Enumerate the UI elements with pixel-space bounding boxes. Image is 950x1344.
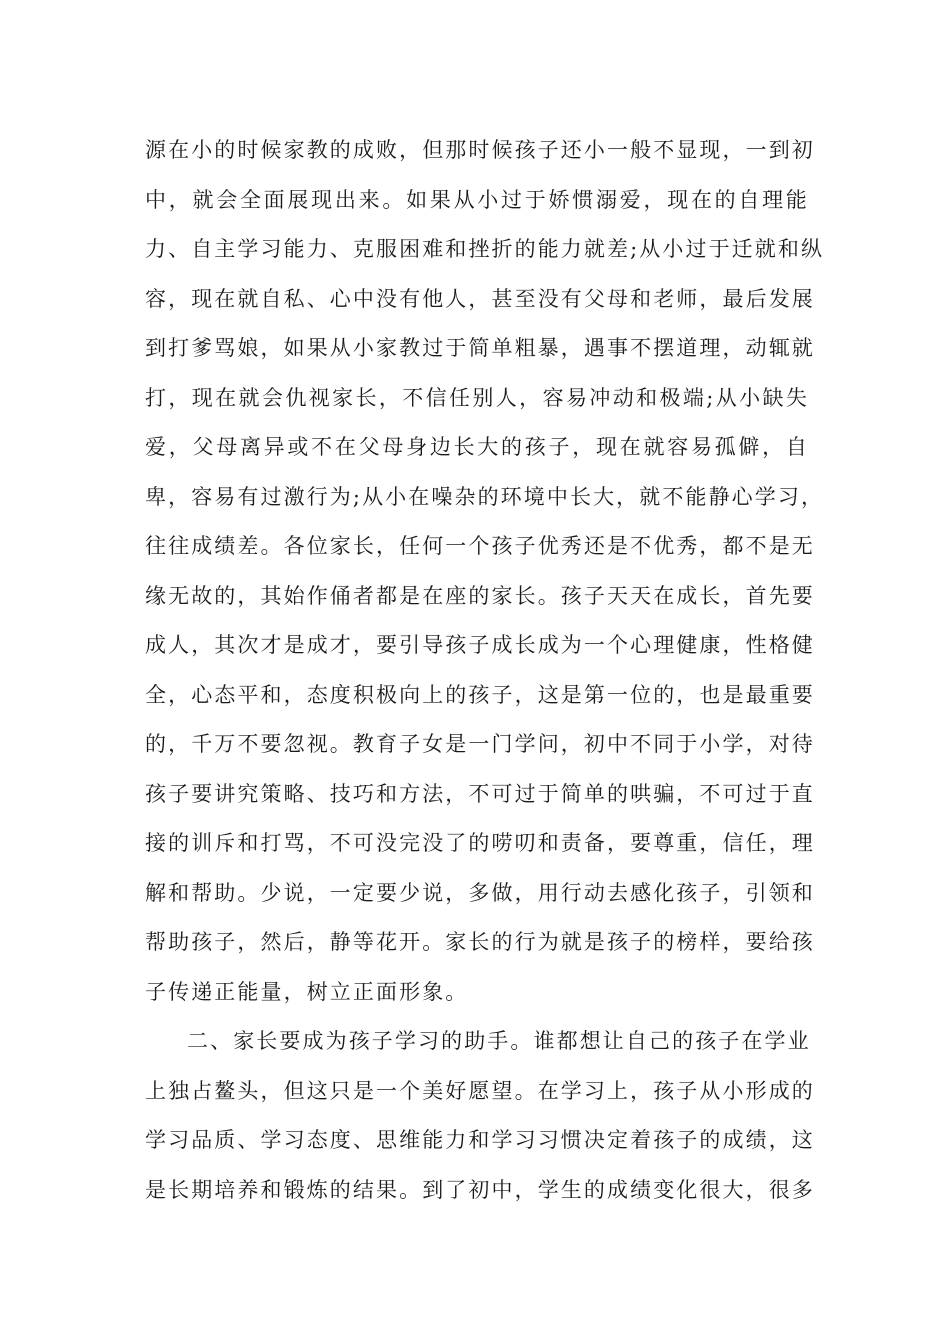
text-line: 打，现在就会仇视家长，不信任别人，容易冲动和极端;从小缺失 xyxy=(145,385,809,410)
text-line: 的，千万不要忽视。教育子女是一门学问，初中不同于小学，对待 xyxy=(145,732,815,756)
text-line: 接的训斥和打骂，不可没完没了的唠叨和责备，要尊重，信任，理 xyxy=(145,831,815,855)
text-line: 往往成绩差。各位家长，任何一个孩子优秀还是不优秀，都不是无 xyxy=(145,534,815,558)
text-line: 缘无故的，其始作俑者都是在座的家长。孩子天天在成长，首先要 xyxy=(145,583,815,608)
text-line: 成人，其次才是成才，要引导孩子成长成为一个心理健康，性格健 xyxy=(145,633,815,657)
text-line: 孩子要讲究策略、技巧和方法，不可过于简单的哄骗，不可过于直 xyxy=(145,781,815,806)
text-line: 解和帮助。少说，一定要少说，多做，用行动去感化孩子，引领和 xyxy=(145,880,815,905)
text-line: 到打爹骂娘，如果从小家教过于简单粗暴，遇事不摆道理，动辄就 xyxy=(145,336,815,360)
text-line: 容，现在就自私、心中没有他人，甚至没有父母和老师，最后发展 xyxy=(145,286,815,311)
text-line: 源在小的时候家教的成败，但那时候孩子还小一般不显现，一到初 xyxy=(145,138,815,162)
text-line: 子传递正能量，树立正面形象。 xyxy=(145,979,469,1004)
document-body xyxy=(145,126,825,1215)
text-line: 帮助孩子，然后，静等花开。家长的行为就是孩子的榜样，要给孩 xyxy=(145,930,815,954)
text-line: 爱，父母离异或不在父母身边长大的孩子，现在就容易孤僻，自 xyxy=(145,435,809,459)
text-line: 上独占鳌头，但这只是一个美好愿望。在学习上，孩子从小形成的 xyxy=(145,1078,815,1103)
text-line: 卑，容易有过激行为;从小在噪杂的环境中长大，就不能静心学习， xyxy=(145,484,825,509)
text-line: 力、自主学习能力、克服困难和挫折的能力就差;从小过于迁就和纵 xyxy=(145,237,825,261)
text-line: 二、家长要成为孩子学习的助手。谁都想让自己的孩子在学业 xyxy=(187,1029,811,1053)
text-line: 中，就会全面展现出来。如果从小过于娇惯溺爱，现在的自理能 xyxy=(145,187,809,212)
text-line: 全，心态平和，态度积极向上的孩子，这是第一位的，也是最重要 xyxy=(145,682,815,707)
text-line: 学习品质、学习态度、思维能力和学习习惯决定着孩子的成绩，这 xyxy=(145,1128,815,1152)
text-line: 是长期培养和锻炼的结果。到了初中，学生的成绩变化很大，很多 xyxy=(145,1177,815,1202)
